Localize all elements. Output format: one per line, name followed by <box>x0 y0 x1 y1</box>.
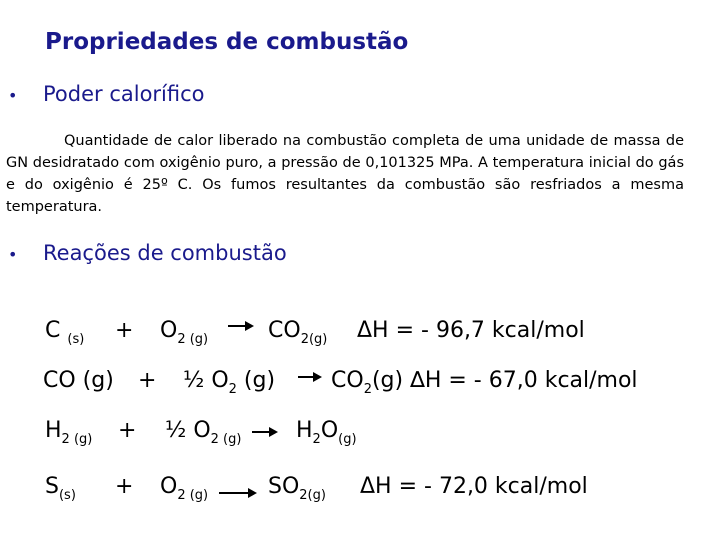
definition-paragraph: Quantidade de calor liberado na combustão completa de uma unidade de massa de GN desidratado com oxigênio puro, a pressão de 0,101325 MPa. A temperatura inicial do gás e do oxigênio é 25º C. Os fumos resultantes da combustão são resfriados a mesma temperatura. <box>6 133 684 215</box>
plus-sign: + <box>138 368 157 393</box>
plus-sign: + <box>115 474 134 499</box>
reactant-half-oxygen: ½ $O_2$ (g) <box>183 368 276 397</box>
enthalpy-value: ΔH = - 72,0 kcal/mol <box>360 474 588 499</box>
reactant-half-oxygen: ½ $O_{2 (g)}$ <box>165 418 242 447</box>
reaction-arrow-icon <box>228 325 252 327</box>
product-so2: $SO_{2(g)}$ <box>268 474 326 503</box>
reaction-arrow-icon <box>219 492 255 494</box>
reactant-carbon: C $_{(s)}$ <box>45 318 85 347</box>
product-water: $H_2O_{(g)}$ <box>296 418 357 447</box>
section-heading-poder-calorifico: Poder calorífico <box>43 82 205 106</box>
page-title: Propriedades de combustão <box>45 29 409 55</box>
reactant-oxygen: $O_{2 (g)}$ <box>160 474 209 503</box>
reaction-arrow-icon <box>298 376 320 378</box>
plus-sign: + <box>115 318 134 343</box>
section-heading-reacoes: Reações de combustão <box>43 241 287 265</box>
reactant-oxygen: $O_{2 (g)}$ <box>160 318 209 347</box>
product-co2: $CO_2(g) \Delta H$ = - 67,0 kcal/mol <box>331 368 638 397</box>
bullet-icon: • <box>8 245 18 264</box>
reaction-arrow-icon <box>252 431 276 433</box>
product-co2: $CO_{2(g)}$ <box>268 318 328 347</box>
bullet-icon: • <box>8 86 18 105</box>
reactant-sulfur: $S_{(s)}$ <box>45 474 76 503</box>
reactant-hydrogen: $H_{2 (g)}$ <box>45 418 93 447</box>
enthalpy-value: ΔH = - 96,7 kcal/mol <box>357 318 585 343</box>
reactant-co: CO (g) <box>43 368 114 393</box>
plus-sign: + <box>118 418 137 443</box>
